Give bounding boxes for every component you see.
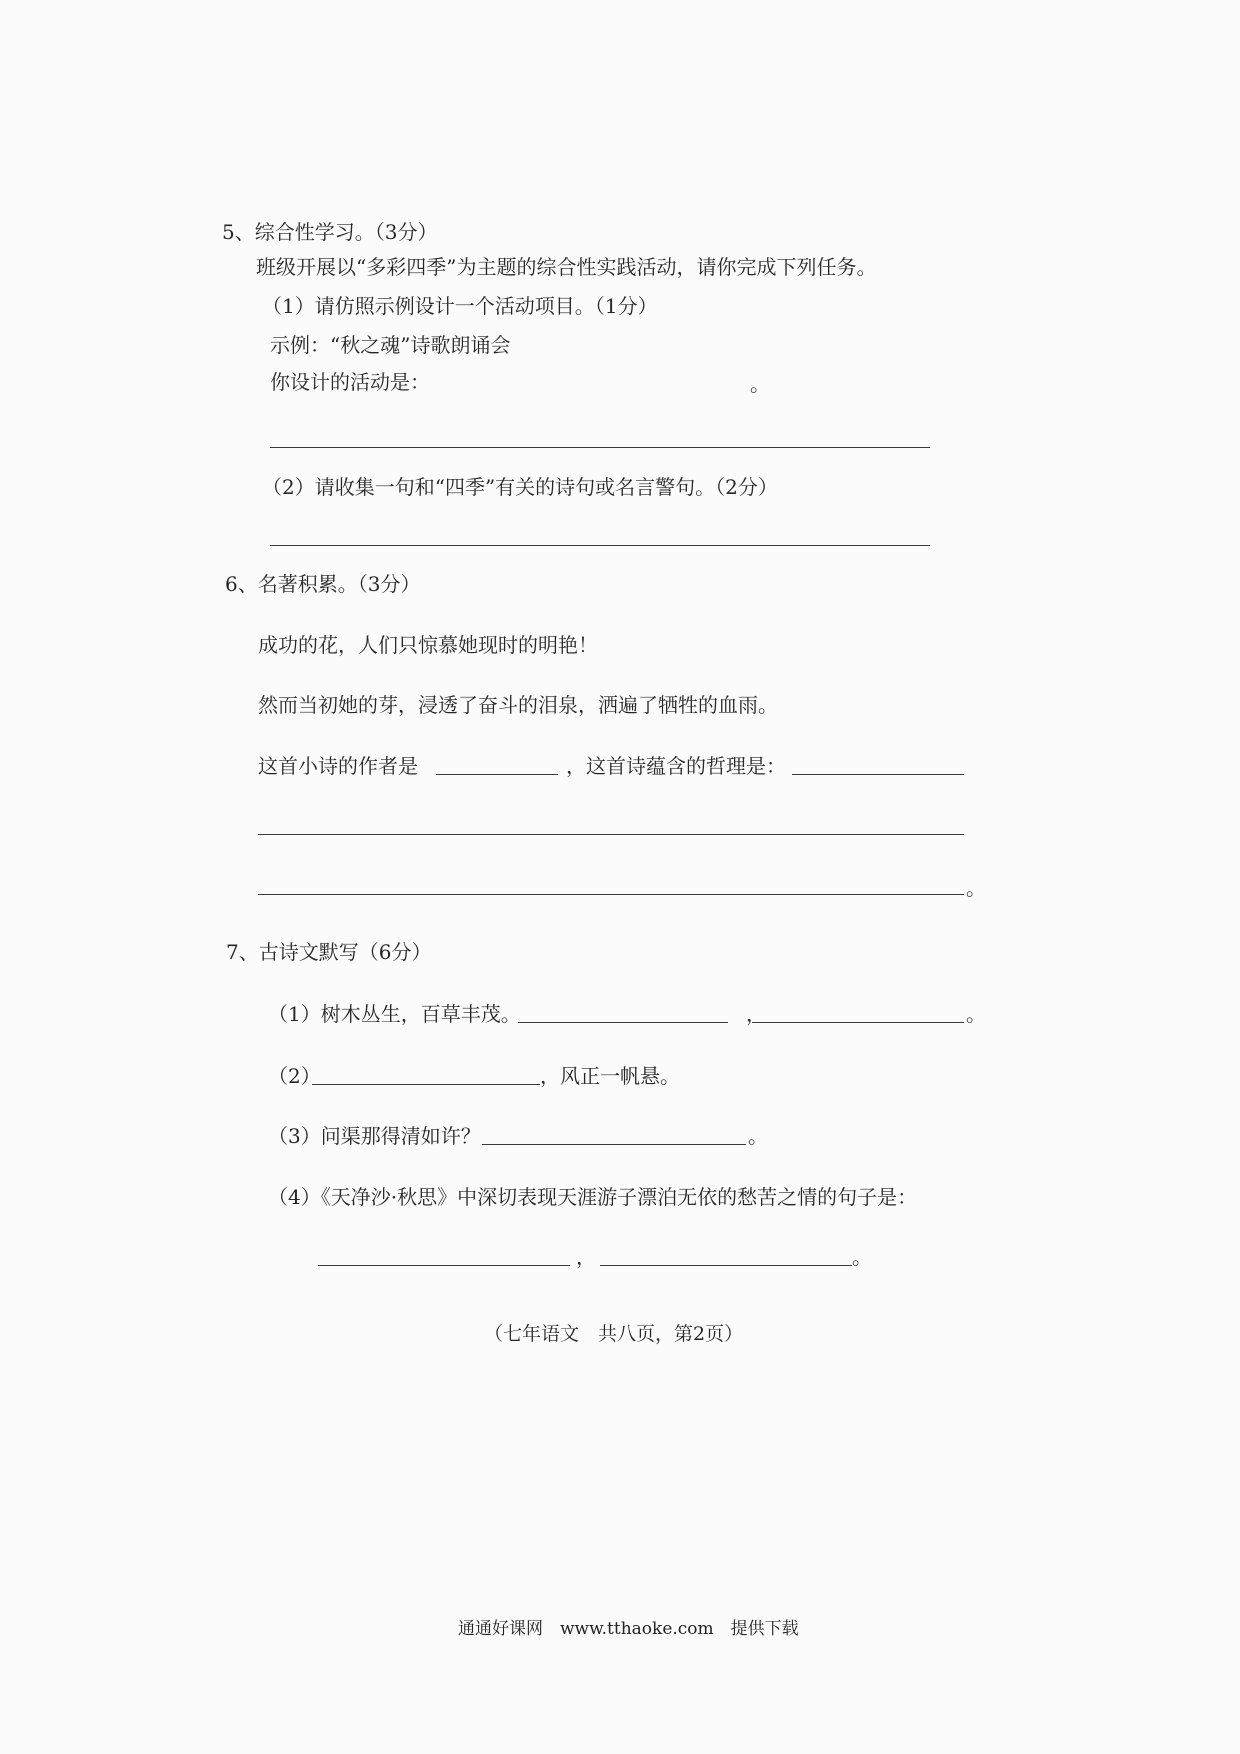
- q7-item1-comma: ，: [746, 1002, 766, 1026]
- q7-item3-end: 。: [748, 1124, 768, 1148]
- q7-item4: （4）《天净沙·秋思》中深切表现天涯游子漂泊无依的愁苦之情的句子是：: [268, 1185, 918, 1209]
- q6-end-mark: 。: [966, 876, 986, 900]
- q7-item3: （3）问渠那得清如许？: [268, 1124, 481, 1148]
- q7-item4-comma: ，: [576, 1245, 596, 1269]
- q7-heading: 7、古诗文默写（6分）: [226, 940, 432, 964]
- q6-heading: 6、名著积累。（3分）: [225, 572, 421, 596]
- q7-item2-blank[interactable]: [312, 1084, 540, 1085]
- q7-item1-blank-1[interactable]: [518, 1022, 728, 1023]
- q6-answer-line-1[interactable]: [258, 834, 964, 835]
- q7-item1-blank-2[interactable]: [752, 1022, 964, 1023]
- q6-meaning-prompt: ，这首诗蕴含的哲理是：: [566, 754, 786, 778]
- q7-item3-blank[interactable]: [482, 1144, 746, 1145]
- download-credit: 通通好课网 www.tthaoke.com 提供下载: [458, 1619, 799, 1639]
- q5-example: 示例：“秋之魂”诗歌朗诵会: [270, 333, 511, 357]
- q6-meaning-blank[interactable]: [792, 774, 964, 775]
- q5-part2: （2）请收集一句和“四季”有关的诗句或名言警句。（2分）: [262, 475, 778, 499]
- q5-your-design-label: 你设计的活动是：: [270, 370, 430, 394]
- q6-poem-line-2: 然而当初她的芽，浸透了奋斗的泪泉，洒遍了牺牲的血雨。: [258, 693, 778, 717]
- q6-author-blank[interactable]: [436, 774, 558, 775]
- q5-answer-line-2[interactable]: [270, 545, 930, 546]
- q5-answer-line-1[interactable]: [270, 447, 930, 448]
- q6-author-prompt: 这首小诗的作者是: [258, 754, 418, 778]
- q5-end-mark: 。: [750, 372, 770, 396]
- q5-heading: 5、综合性学习。（3分）: [222, 220, 438, 244]
- q7-item1: （1）树木丛生，百草丰茂。: [268, 1002, 521, 1026]
- q7-item4-blank-2[interactable]: [600, 1265, 852, 1266]
- q7-item1-end: 。: [966, 1002, 986, 1026]
- q5-part1: （1）请仿照示例设计一个活动项目。（1分）: [262, 294, 658, 318]
- page-footer: （七年语文 共八页，第2页）: [484, 1323, 744, 1345]
- q6-poem-line-1: 成功的花，人们只惊慕她现时的明艳！: [258, 633, 598, 657]
- q6-answer-line-2[interactable]: [258, 894, 964, 895]
- q7-item2-number: （2）: [268, 1064, 321, 1088]
- q7-item4-blank-1[interactable]: [318, 1265, 570, 1266]
- q5-intro: 班级开展以“多彩四季”为主题的综合性实践活动，请你完成下列任务。: [256, 255, 877, 279]
- q7-item2-text: ，风正一帆悬。: [540, 1064, 680, 1088]
- q7-item4-end: 。: [852, 1245, 872, 1269]
